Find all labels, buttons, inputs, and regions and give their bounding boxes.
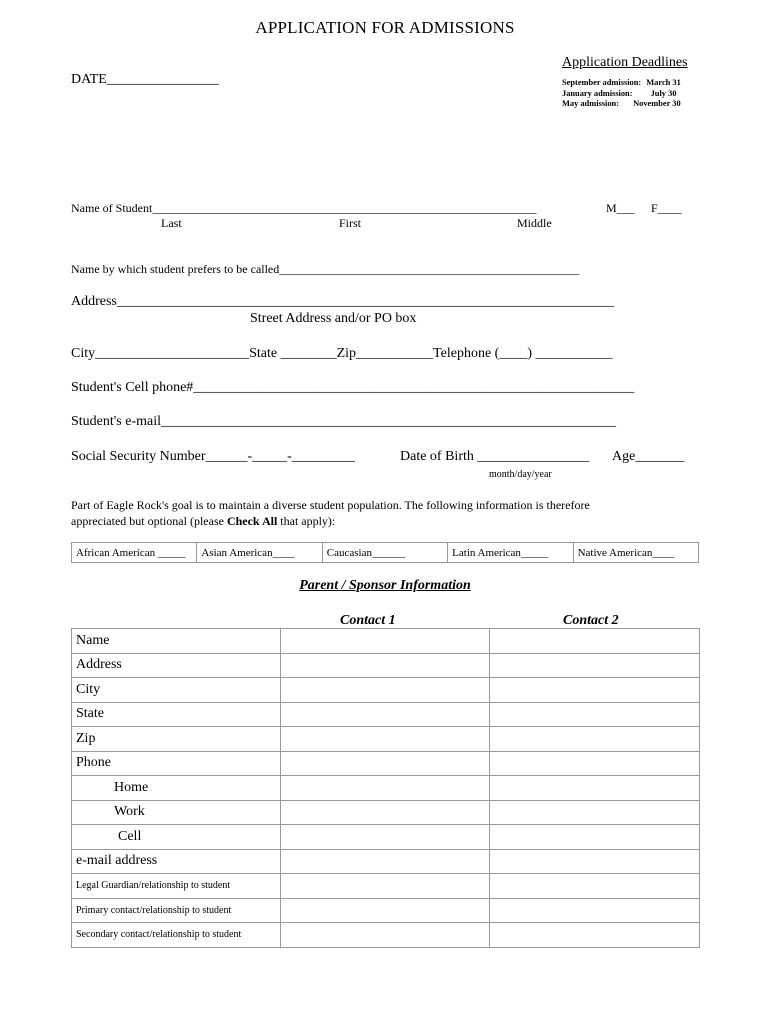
date-field[interactable]: DATE________________: [71, 72, 219, 87]
sponsor-row-label: State: [72, 702, 281, 727]
contact1-cell[interactable]: [281, 923, 490, 948]
sponsor-row-label: Phone: [72, 751, 281, 776]
sponsor-row-label: Legal Guardian/relationship to student: [72, 874, 281, 899]
sponsor-table: [71, 628, 700, 948]
gender-f-field[interactable]: F____: [651, 201, 682, 215]
cell-phone-field[interactable]: Student's Cell phone#_______________________________________________________________: [71, 380, 635, 395]
city-state-zip-phone-field[interactable]: City______________________State ________Zip___________Telephone (____) ___________: [71, 346, 613, 361]
diversity-text-c: that apply):: [277, 514, 336, 528]
contact1-cell[interactable]: [281, 653, 490, 678]
dob-field[interactable]: Date of Birth ________________: [400, 449, 590, 464]
contact1-cell[interactable]: [281, 629, 490, 654]
address-sub-label: Street Address and/or PO box: [250, 311, 417, 326]
deadline-item: [562, 99, 681, 108]
contact1-cell[interactable]: [281, 849, 490, 874]
sponsor-row-label: Address: [72, 653, 281, 678]
deadline-date: July 30: [650, 89, 677, 98]
contact1-cell[interactable]: [281, 825, 490, 850]
contact1-cell[interactable]: [281, 751, 490, 776]
gender-m-field[interactable]: M___: [606, 201, 635, 215]
sponsor-row-label: e-mail address: [72, 849, 281, 874]
sponsor-row: [72, 825, 700, 850]
contact2-cell[interactable]: [490, 776, 700, 801]
contact2-heading: Contact 2: [563, 613, 619, 628]
deadline-date: November 30: [633, 99, 681, 108]
sub-label-first: First: [339, 216, 362, 230]
ethnicity-option[interactable]: African American _____: [72, 543, 197, 563]
diversity-text-bold: Check All: [226, 514, 278, 528]
dob-sub-label: month/day/year: [489, 469, 552, 480]
ethnicity-option[interactable]: Asian American____: [197, 543, 322, 563]
sponsor-row: [72, 653, 700, 678]
ethnicity-option[interactable]: Latin American_____: [448, 543, 573, 563]
deadlines-heading: Application Deadlines: [562, 55, 688, 70]
deadline-term: May admission:: [562, 99, 620, 108]
sub-label-middle: Middle: [517, 216, 552, 230]
sponsor-row: [72, 678, 700, 703]
sponsor-row: [72, 776, 700, 801]
deadline-item: [562, 89, 676, 98]
contact2-cell[interactable]: [490, 849, 700, 874]
sponsor-row-label: Cell: [72, 825, 281, 850]
age-field[interactable]: Age_______: [612, 449, 685, 464]
deadline-term: January admission:: [562, 89, 633, 98]
contact1-cell[interactable]: [281, 874, 490, 899]
contact2-cell[interactable]: [490, 751, 700, 776]
preferred-name-field[interactable]: Name by which student prefers to be called__________________________________________________: [71, 262, 580, 276]
contact1-cell[interactable]: [281, 898, 490, 923]
sponsor-row-label: Name: [72, 629, 281, 654]
sponsor-row: [72, 751, 700, 776]
contact2-cell[interactable]: [490, 825, 700, 850]
contact2-cell[interactable]: [490, 653, 700, 678]
page-title: APPLICATION FOR ADMISSIONS: [255, 18, 515, 37]
contact1-cell[interactable]: [281, 776, 490, 801]
sponsor-row: [72, 800, 700, 825]
ethnicity-options-table: [71, 542, 699, 563]
sub-label-last: Last: [161, 216, 182, 230]
sponsor-row: [72, 629, 700, 654]
sponsor-section-title: Parent / Sponsor Information: [299, 578, 471, 593]
deadline-term: September admission:: [562, 78, 642, 87]
diversity-text-line1: Part of Eagle Rock's goal is to maintain a diverse student population. The following information is therefore: [71, 498, 590, 512]
contact1-cell[interactable]: [281, 678, 490, 703]
contact2-cell[interactable]: [490, 898, 700, 923]
sponsor-row: [72, 702, 700, 727]
sponsor-row: [72, 898, 700, 923]
sponsor-row-label: Home: [72, 776, 281, 801]
deadline-item: [562, 78, 681, 87]
email-field[interactable]: Student's e-mail_________________________________________________________________: [71, 414, 617, 429]
ssn-field[interactable]: Social Security Number______-_____-_________: [71, 449, 355, 464]
contact1-cell[interactable]: [281, 727, 490, 752]
diversity-text-a: appreciated but optional (please: [71, 514, 227, 528]
diversity-text-line2: [71, 514, 335, 529]
deadline-date: March 31: [646, 78, 681, 87]
contact2-cell[interactable]: [490, 727, 700, 752]
sponsor-row: [72, 874, 700, 899]
sponsor-row-label: Zip: [72, 727, 281, 752]
sponsor-row-label: City: [72, 678, 281, 703]
contact2-cell[interactable]: [490, 923, 700, 948]
contact2-cell[interactable]: [490, 678, 700, 703]
ethnicity-option[interactable]: Native American____: [573, 543, 698, 563]
sponsor-row: [72, 923, 700, 948]
sponsor-row: [72, 727, 700, 752]
sponsor-row-label: Primary contact/relationship to student: [72, 898, 281, 923]
address-field[interactable]: Address_______________________________________________________________________: [71, 294, 614, 309]
contact1-heading: Contact 1: [340, 613, 396, 628]
contact2-cell[interactable]: [490, 629, 700, 654]
contact2-cell[interactable]: [490, 702, 700, 727]
sponsor-row: [72, 849, 700, 874]
contact1-cell[interactable]: [281, 702, 490, 727]
student-name-field[interactable]: Name of Student________________________________________________________________: [71, 201, 537, 215]
sponsor-row-label: Work: [72, 800, 281, 825]
sponsor-row-label: Secondary contact/relationship to student: [72, 923, 281, 948]
contact2-cell[interactable]: [490, 874, 700, 899]
contact2-cell[interactable]: [490, 800, 700, 825]
ethnicity-option[interactable]: Caucasian______: [322, 543, 447, 563]
contact1-cell[interactable]: [281, 800, 490, 825]
